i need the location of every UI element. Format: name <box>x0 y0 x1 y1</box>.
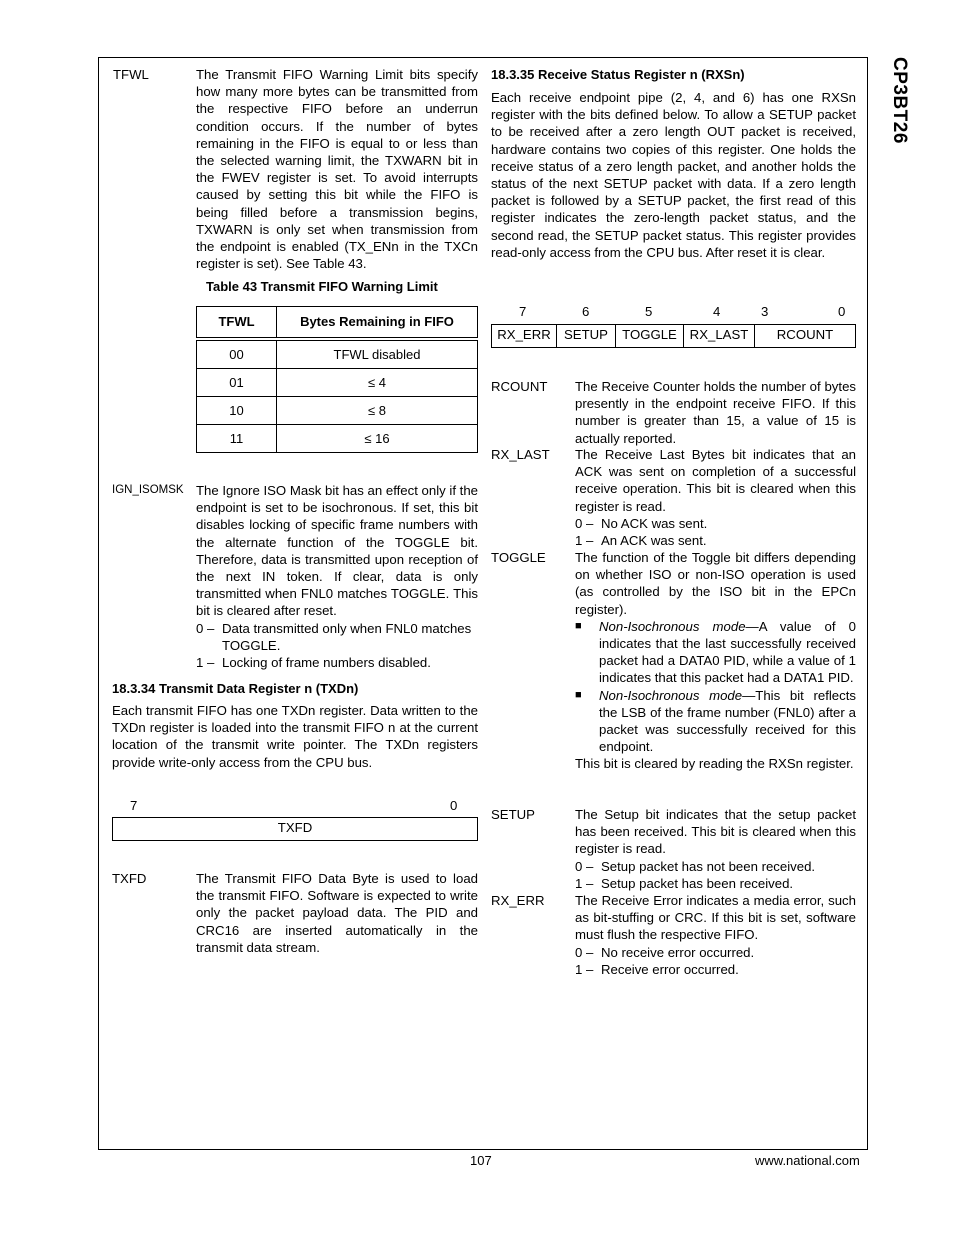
table-row <box>197 341 478 369</box>
toggle-description: The function of the Toggle bit differs depending on whether ISO or non-ISO operation is used (as controlled by the ISO bit in the EPCn register). <box>575 550 856 617</box>
table-cell: 11 <box>197 425 277 453</box>
register-field: TOGGLE <box>616 325 684 347</box>
register-field: TXFD <box>277 820 313 835</box>
square-bullet-icon: ■ <box>575 619 582 632</box>
table-cell: 01 <box>197 369 277 397</box>
square-bullet-icon: ■ <box>575 688 582 701</box>
list-item: ■ Non-Isochronous mode—A value of 0 indicates that the last successfully received packet had a DATA0 PID, while a value of 1 indicates that this packet had a DATA1 PID. <box>575 618 856 686</box>
txfd-description: The Transmit FIFO Data Byte is used to load the transmit FIFO. Software is expected to write only the packet payload data. The PID and CRC16 are inserted automatically in the transmit data stream. <box>196 871 478 955</box>
register-field: RX_ERR <box>492 325 557 347</box>
table-cell: TFWL disabled <box>277 341 478 369</box>
section-18-3-35-heading: 18.3.35 Receive Status Register n (RXSn) <box>491 67 745 82</box>
list-item: ■ Non-Isochronous mode—This bit reflects the LSB of the frame number (FNL0) after a packet was successfully received for this endpoint. <box>575 687 856 755</box>
rx-last-term: RX_LAST <box>491 447 550 462</box>
table-cell: 10 <box>197 397 277 425</box>
rx-err-block <box>575 892 856 978</box>
table43-caption: Table 43 Transmit FIFO Warning Limit <box>206 279 438 294</box>
ign-isomsk-block <box>196 482 478 671</box>
list-item: 0 – Setup packet has not been received. <box>575 858 816 874</box>
toggle-tail: This bit is cleared by reading the RXSn register. <box>575 756 854 772</box>
ign-isomsk-term: IGN_ISOMSK <box>112 484 184 496</box>
table-cell: ≤ 8 <box>277 397 478 425</box>
ign-isomsk-description: The Ignore ISO Mask bit has an effect only if the endpoint is set to be isochronous. If set, this bit disables locking of specific frame numbers with the alternate function of the TOGGLE bit. Therefore, data is transmitted upon reception of the next IN token. If clear, data is only transmitted when FNL0 matches TOGGLE. This bit is cleared after reset. <box>196 483 478 619</box>
bit-number: 4 <box>713 304 721 319</box>
list-item: 1 – Setup packet has been received. <box>575 875 794 891</box>
rx-err-description: The Receive Error indicates a media error, such as bit-stuffing or CRC. If this bit is set, software must flush the respective FIFO. <box>575 893 856 943</box>
bit-number: 5 <box>645 304 653 319</box>
table-row <box>197 425 478 453</box>
toggle-block <box>575 549 856 773</box>
txd-register-diagram <box>112 817 478 841</box>
list-item: 1 – Receive error occurred. <box>575 961 739 977</box>
table-cell: ≤ 4 <box>277 369 478 397</box>
bit-number: 7 <box>519 304 527 319</box>
table-row <box>197 369 478 397</box>
tfwl-description: The Transmit FIFO Warning Limit bits specify how many more bytes can be transmitted from the respective FIFO before an underrun condition occurs. If the number of bytes remaining in the FIFO is equal to or less than the selected warning limit, the TXWARN bit in the FWEV register is set. To avoid interrupts caused by setting this bit while the FIFO is being filled before a transmission begins, TXWARN is only set when transmission from the endpoint is enabled (TX_ENn in the TXCn register is set). See Table 43. <box>196 67 478 272</box>
footer-url[interactable]: www.national.com <box>755 1153 860 1168</box>
rcount-description: The Receive Counter holds the number of bytes presently in the endpoint receive FIFO. If this number is greater than 15, a value of 15 is actually reported. <box>575 379 856 446</box>
table-cell: ≤ 16 <box>277 425 478 453</box>
section-18-3-35-text: Each receive endpoint pipe (2, 4, and 6) has one RXSn register with the bits defined below. To allow a SETUP packet to be received after a zero length OUT packet is received, hardware contains two copies of this register. One holds the receive status of a zero length packet, and another holds the status of the next SETUP packet with data. If a zero length packet is followed by a SETUP packet, the first read of this register indicates the zero-length packet status, and the second read, the SETUP packet status. This register provides read-only access from the CPU bus. After reset it is clear. <box>491 90 856 260</box>
table-cell: 00 <box>197 341 277 369</box>
side-title: CP3BT26 <box>889 57 910 144</box>
list-item: 0 – Data transmitted only when FNL0 matches TOGGLE. <box>196 620 472 653</box>
toggle-term: TOGGLE <box>491 550 546 565</box>
list-item: 1 – Locking of frame numbers disabled. <box>196 655 431 671</box>
setup-term: SETUP <box>491 807 535 822</box>
setup-block <box>575 806 856 892</box>
register-field: RCOUNT <box>776 327 834 342</box>
rx-err-term: RX_ERR <box>491 893 545 908</box>
table-row <box>197 397 478 425</box>
table-header: TFWL <box>197 307 277 338</box>
txfd-term: TXFD <box>112 871 147 886</box>
bit-number: 7 <box>130 798 138 813</box>
rx-last-description: The Receive Last Bytes bit indicates that an ACK was sent on completion of a successful receive operation. This bit is cleared when this register is read. <box>575 447 856 514</box>
list-item: 0 – No ACK was sent. <box>575 515 708 531</box>
bit-number: 6 <box>582 304 590 319</box>
register-field: RX_LAST <box>684 325 755 347</box>
section-18-3-34-text: Each transmit FIFO has one TXDn register. Data written to the TXDn register is loaded into the transmit FIFO n at the current location of the transmit write pointer. The TXDn registers provide write-only access from the CPU bus. <box>112 703 478 770</box>
bit-number: 3 <box>761 304 769 319</box>
list-item: 1 – An ACK was sent. <box>575 533 707 549</box>
section-18-3-34-heading: 18.3.34 Transmit Data Register n (TXDn) <box>112 681 359 696</box>
tfwl-term: TFWL <box>113 67 149 82</box>
table43 <box>196 306 478 453</box>
rxs-register-diagram <box>491 324 856 348</box>
table-header: Bytes Remaining in FIFO <box>277 307 478 338</box>
page-number: 107 <box>470 1153 492 1168</box>
bit-number: 0 <box>450 798 458 813</box>
register-field: SETUP <box>557 325 616 347</box>
setup-description: The Setup bit indicates that the setup packet has been received. This bit is cleared when this register is read. <box>575 807 856 857</box>
bit-number: 0 <box>838 304 846 319</box>
rcount-term: RCOUNT <box>491 379 548 394</box>
list-item: 0 – No receive error occurred. <box>575 944 755 960</box>
rx-last-block <box>575 446 856 549</box>
